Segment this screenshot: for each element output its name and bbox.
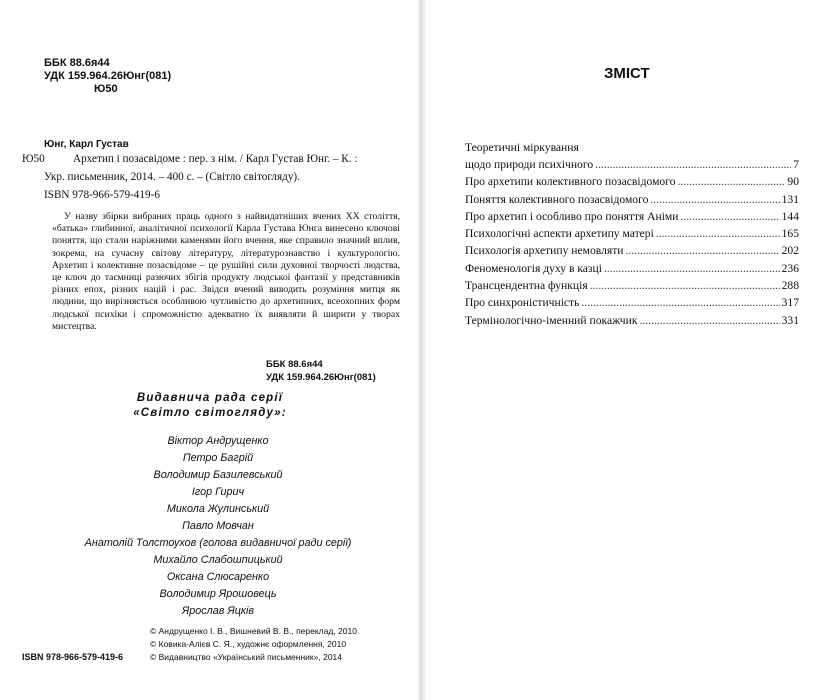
udk-code-top: УДК 159.964.26Юнг(081) [44, 70, 172, 82]
toc-entry-label: Поняття колективного позасвідомого [465, 192, 649, 206]
biblio-line-2: Укр. письменник, 2014. – 400 с. – (Світло світогляду). [44, 171, 300, 183]
isbn-line: ISBN 978-966-579-419-6 [44, 189, 160, 201]
toc-entry-label: Про архетипи колективного позасвідомого [465, 175, 676, 189]
toc-leader [590, 279, 780, 292]
council-member-chair: Анатолій Толстоухов (голова видавничої ради серії) [84, 537, 352, 549]
biblio-line-1: Архетип і позасвідоме : пер. з нім. / Карл Густав Юнг. – К. : [73, 153, 358, 165]
council-member: Володимир Ярошовець [159, 588, 277, 600]
bbk-code-right: ББК 88.6я44 [266, 359, 323, 370]
toc-leader [625, 244, 779, 257]
toc-entry-page: 90 [787, 175, 799, 189]
toc-entry[interactable] [465, 244, 799, 261]
council-member: Михайло Слабошпицький [153, 554, 283, 566]
toc-entry-page: 317 [781, 296, 799, 310]
toc-entry[interactable] [465, 262, 799, 279]
toc-leader [581, 296, 779, 309]
toc-entry-label: Про архетип і особливо про поняття Аніми [465, 209, 679, 223]
toc-leader [650, 193, 779, 206]
toc-leader [604, 262, 780, 275]
toc-entry-page: 7 [793, 158, 799, 171]
author-name: Юнг, Карл Густав [44, 139, 129, 150]
toc-entry-label: Феноменологія духу в казці [465, 261, 602, 275]
toc-entry-label: щодо природи психічного [465, 158, 594, 171]
toc-leader [680, 210, 779, 223]
copyright-line: © Ковика-Алієв С. Я., художнє оформлення, 2010 [150, 639, 347, 649]
contents-title: ЗМІСТ [604, 65, 650, 82]
council-member: Ярослав Яцків [181, 605, 255, 617]
toc-leader [656, 227, 780, 240]
council-member: Павло Мовчан [182, 520, 254, 532]
council-title-2: «Світло світогляду»: [133, 407, 287, 419]
council-member: Микола Жулинський [166, 503, 270, 515]
council-member: Петро Багрій [182, 452, 254, 464]
table-of-contents [465, 141, 799, 331]
toc-entry[interactable] [465, 296, 799, 313]
right-page [424, 0, 839, 700]
toc-entry-page: 144 [781, 209, 799, 223]
council-member: Ігор Гирич [191, 486, 245, 498]
toc-entry[interactable] [465, 193, 799, 210]
toc-entry-page: 236 [781, 261, 799, 275]
toc-entry-page: 202 [781, 244, 799, 258]
toc-entry-label: Психологія архетипу немовляти [465, 244, 624, 258]
toc-entry[interactable] [465, 175, 799, 192]
toc-leader [639, 314, 779, 327]
index-code-side: Ю50 [22, 153, 45, 165]
toc-entry-label: Про синхроністичність [465, 296, 580, 310]
toc-entry-page: 288 [781, 279, 799, 293]
annotation-paragraph: У назву збірки вибраних праць одного з найвидатніших вчених XX століття, «батька» глибинної, аналітичної психології Карла Густава Юнга винесено ключові поняття, що стали наріжними каменями його вчення, яке справило значний вплив, зокрема, на сучасну світову літературу, літературознавство і культурологію. Архетип і колективне позасвідоме – це рушійні сили духовної творчості людства, це ключ до таємниці разючих збігів продукту людської фантазії у представників різних епох, різних націй і рас. Звідси вчений виводить розуміння митця як людини, що вирізняється особливою чутливістю до архетипних, всеохопних форм людської психіки і спроможністю адекватно їх виявляти й ширити у творах мистецтва. [52, 211, 400, 332]
toc-entry-page: 165 [781, 227, 799, 241]
toc-entry-page: 331 [781, 313, 799, 327]
udk-code-right: УДК 159.964.26Юнг(081) [266, 372, 376, 383]
toc-leader [595, 158, 791, 171]
council-title-1: Видавнича рада серії [136, 392, 284, 404]
toc-entry[interactable] [465, 158, 799, 175]
council-member: Віктор Андрущенко [167, 435, 269, 447]
council-member: Оксана Слюсаренко [166, 571, 270, 583]
toc-entry-page: 131 [781, 192, 799, 206]
isbn-bottom: ISBN 978-966-579-419-6 [22, 652, 124, 662]
council-member: Володимир Базилевський [153, 469, 283, 481]
toc-entry-label: Трансцендентна функція [465, 279, 588, 293]
toc-entry[interactable] [465, 279, 799, 296]
copyright-line: © Андрущенко І. В., Вишневий В. В., переклад, 2010 [150, 626, 357, 636]
toc-entry-label: Психологічні аспекти архетипу матері [465, 227, 654, 241]
toc-leader [678, 175, 786, 188]
toc-entry-first-line: Теоретичні міркування [465, 141, 579, 154]
toc-entry-label: Термінологічно-іменний покажчик [465, 313, 638, 327]
toc-entry[interactable] [465, 227, 799, 244]
index-code-top: Ю50 [94, 83, 118, 95]
bbk-code-top: ББК 88.6я44 [44, 57, 110, 69]
toc-entry[interactable] [465, 314, 799, 331]
copyright-line: © Видавництво «Український письменник», 2014 [150, 652, 343, 662]
toc-entry[interactable] [465, 210, 799, 227]
